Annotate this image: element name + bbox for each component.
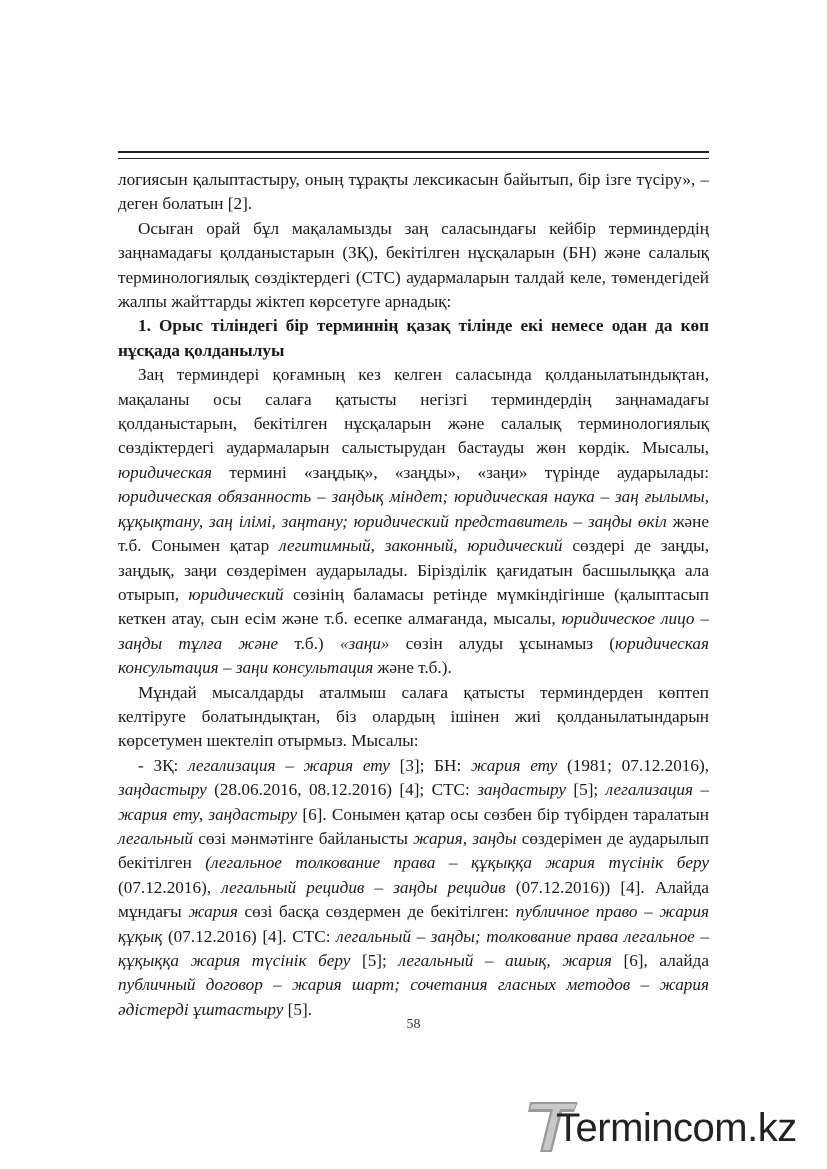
page-number: 58 <box>406 1017 421 1032</box>
header-rule-thick <box>118 151 709 153</box>
header-rule-thin <box>118 158 709 159</box>
termincom-logo <box>528 1098 818 1156</box>
page-body <box>118 168 709 1022</box>
section-heading: 1. Орыс тіліндегі бір терминнің қазақ тілінде екі немесе одан да көп нұсқада қолданылуы <box>118 316 709 360</box>
paragraph-4: Мұндай мысалдарды аталмыш салаға қатысты терминдерден көптеп келтіруге болатындықтан, біз олардың ішінен жиі қолданылатындарын көрсетумен шектеліп отырмыз. Мысалы: <box>118 682 709 751</box>
paragraph-3: Заң терминдері қоғамның кез келген саласында қолданылатындықтан, мақаланы осы салаға қатысты негізгі терминдердің заңнамадағы қолданыстарын, бекітілген нұсқаларын және салалық терминологиялық сөздіктердегі аудармаларын салыстырудан бастауды жөн көрдік. Мысалы, юридическая термині «заңдық», «заңды», «заңи» түрінде аударылады: юридическая обязанность – заңдық міндет; юридическая наука – заң ғылымы, құқықтану, заң ілімі, заңтану; юридический представитель – заңды өкіл және т.б. Сонымен қатар легитимный, законный, юридический сөздері де заңды, заңдық, заңи сөздерімен аударылады. Бірізділік қағидатын басшылыққа ала отырып, юридический сөзінің баламасы ретінде мүмкіндігінше (қалыптасып кеткен атау, сын есім және т.б. есепке алмағанда, мысалы, юридическое лицо – заңды тұлға және т.б.) «заңи» сөзін алуды ұсынамыз (юридическая консультация – заңи консультация және т.б.). <box>118 365 710 678</box>
paragraph-2: Осыған орай бұл мақаламызды заң саласындағы кейбір терминдердің заңнамадағы қолданыстарын (ЗҚ), бекітілген нұсқаларын (БН) және салалық терминологиялық сөздіктердегі (СТС) аудармаларын талдай келе, төмендегідей жалпы жайттарды жіктеп көрсетуге арнадық: <box>118 218 709 312</box>
paragraph-1: логиясын қалыптастыру, оның тұрақты лексикасын байытып, бір ізге түсіру», – деген болатын [2]. <box>118 170 709 214</box>
paragraph-5: - ЗҚ: легализация – жария ету [3]; БН: жария ету (1981; 07.12.2016), заңдастыру (28.06.2016, 08.12.2016) [4]; СТС: заңдастыру [5]; легализация – жария ету, заңдастыру [6]. Сонымен қатар осы сөзбен бір түбірден таралатын легальный сөзі мәнмәтінге байланысты жария, заңды сөздерімен де аударылып бекітілген (легальное толкование права – құқыққа жария түсінік беру (07.12.2016), легальный рецидив – заңды рецидив (07.12.2016)) [4]. Алайда мұндағы жария сөзі басқа сөздермен де бекітілген: публичное право – жария құқық (07.12.2016) [4]. СТС: легальный – заңды; толкование права легальное – құқыққа жария түсінік беру [5]; легальный – ашық, жария [6], алайда публичный договор – жария шарт; сочетания гласных методов – жария әдістерді ұштастыру [5]. <box>118 755 710 1019</box>
logo-text: Termincom.kz <box>556 1106 797 1150</box>
